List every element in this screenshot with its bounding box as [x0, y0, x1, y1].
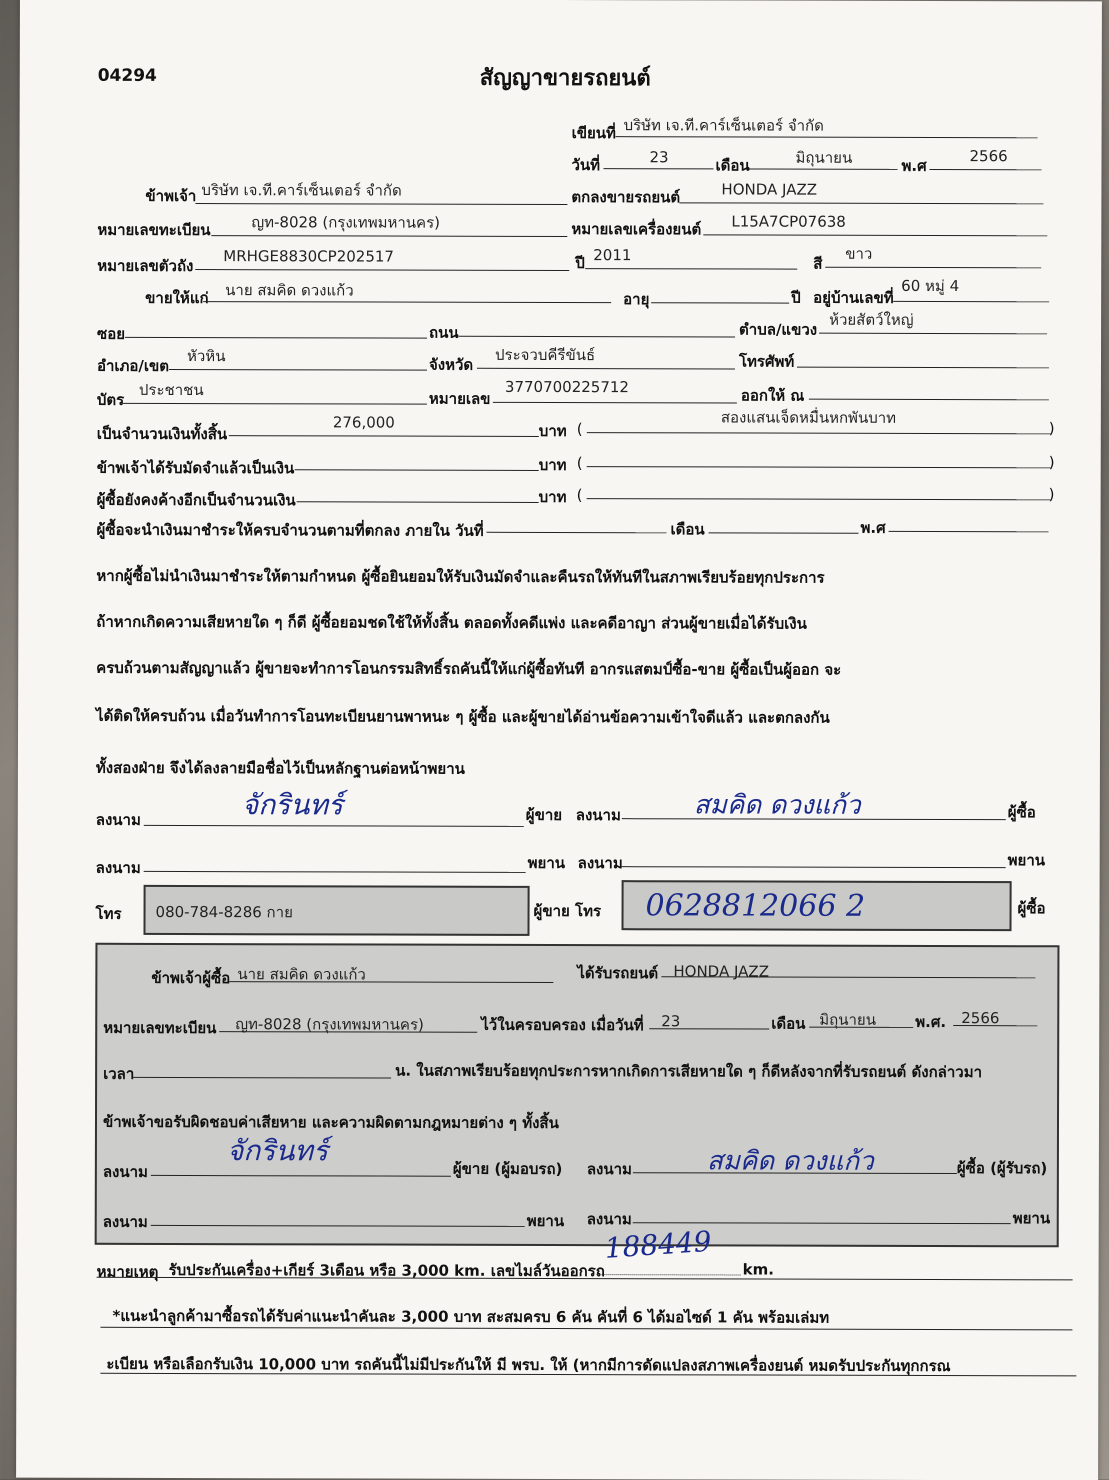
underline	[100, 1327, 1072, 1331]
receipt-month-label: เดือน	[771, 1014, 806, 1033]
document-number: 04294	[97, 65, 157, 86]
paren-close: )	[1048, 485, 1055, 504]
age-label: อายุ	[623, 290, 650, 309]
sign-label: ลงนาม	[95, 858, 141, 877]
underline	[603, 168, 713, 169]
receipt-buyer-signature: สมคิด ดวงแก้ว	[706, 1146, 874, 1177]
seller-phone: 080-784-8286 กาย	[155, 902, 293, 922]
page-title: สัญญาขายรถยนต์	[479, 65, 651, 92]
day-label: วันที่	[571, 156, 601, 175]
sign-label: ลงนาม	[95, 810, 141, 829]
buyer-role: ผู้ซื้อ	[1017, 899, 1046, 918]
district-label: อำเภอ/เขต	[96, 356, 170, 375]
year-value: 2566	[969, 147, 1008, 166]
seller-label: ข้าพเจ้า	[145, 186, 197, 206]
seller-tel-label: ผู้ขาย โทร	[533, 901, 602, 921]
underline	[195, 203, 567, 205]
paren-open: (	[576, 454, 583, 473]
paren-open: (	[576, 420, 583, 439]
receipt-seller-signature: จักรินทร์	[226, 1134, 329, 1168]
underline	[749, 168, 897, 169]
card-label: บัตร	[96, 390, 125, 409]
receipt-buyer-name: นาย สมคิด ดวงแก้ว	[237, 965, 366, 984]
receipt-buyer-label: ข้าพเจ้าผู้ซื้อ	[151, 968, 231, 988]
buyer-signature: สมคิด ดวงแก้ว	[693, 790, 861, 821]
terms-line: ทั้งสองฝ่าย จึงได้ลงลายมือชื่อไว้เป็นหลักฐานต่อหน้าพยาน	[95, 758, 465, 778]
phone-label: โทรศัพท์	[738, 352, 795, 371]
car-year-value: 2011	[593, 246, 632, 265]
underline	[477, 368, 735, 370]
underline	[195, 269, 569, 271]
underline	[587, 466, 1051, 468]
receipt-day: 23	[661, 1012, 681, 1031]
underline	[587, 498, 1051, 500]
underline	[493, 402, 737, 404]
sign-label: ลงนาม	[586, 1160, 632, 1179]
receipt-month: มิถุนายน	[819, 1010, 876, 1029]
province-value: ประจวบคีรีขันธ์	[494, 345, 596, 365]
baht-label: บาท	[538, 421, 567, 441]
paren-close: )	[1048, 453, 1055, 472]
baht-label: บาท	[538, 487, 567, 507]
baht-label: บาท	[538, 455, 567, 475]
sign-label: ลงนาม	[575, 806, 621, 825]
underline	[211, 235, 567, 237]
time-label: เวลา	[103, 1064, 135, 1083]
written-at-value: บริษัท เจ.ที.คาร์เซ็นเตอร์ จำกัด	[623, 116, 824, 135]
day-value: 23	[649, 148, 669, 167]
color-label: สี	[813, 254, 823, 273]
subdistrict-label: ตำบล/แขวง	[739, 320, 818, 339]
deposit-label: ข้าพเจ้าได้รับมัดจำแล้วเป็นเงิน	[96, 458, 295, 478]
road-label: ถนน	[429, 323, 459, 342]
district-value: หัวหิน	[186, 347, 226, 366]
buyer-phone: 0628812066 2	[645, 888, 866, 924]
total-value: 276,000	[332, 413, 395, 432]
sell-to-label: ขายให้แก่	[145, 288, 209, 308]
chassis-label: หมายเลขตัวถัง	[97, 256, 194, 276]
due-year-label: พ.ศ	[860, 518, 886, 537]
underline	[295, 469, 539, 471]
years-label: ปี	[791, 288, 801, 307]
terms-line: ได้ติดให้ครบถ้วน เมื่อวันทำการโอนทะเบียนยานพาหนะ ๆ ผู้ซื้อ และผู้ขายได้อ่านข้อความเข้าใจดีแล้ว และตกลงกัน	[96, 706, 830, 727]
receipt-seller-role: ผู้ขาย (ผู้มอบรถ)	[452, 1159, 563, 1179]
written-at-label: เขียนที่	[571, 124, 616, 143]
receipt-section	[95, 943, 1060, 1248]
note-label: หมายเหตุ	[96, 1262, 159, 1281]
underline	[229, 435, 539, 437]
issued-label: ออกให้ ณ	[740, 386, 805, 405]
address-value: 60 หมู่ 4	[901, 276, 960, 296]
underline	[819, 333, 1047, 335]
receipt-car: HONDA JAZZ	[673, 962, 770, 981]
witness-role: พยาน	[527, 853, 566, 873]
soi-label: ซอย	[97, 324, 126, 343]
underline	[616, 136, 1038, 138]
agree-label: ตกลงขายรถยนต์	[571, 188, 681, 207]
note-line-3: ะเบียน หรือเลือกรับเงิน 10,000 บาท รถคันนี้ไม่มีประกันให้ มี พรบ. ให้ (หากมีการดัดแปลงสภาพเครื่องยนต์ หมดรับประกันทุกกรณ	[106, 1354, 951, 1376]
underline	[651, 302, 789, 303]
sign-label: ลงนาม	[102, 1212, 148, 1231]
terms-line: หากผู้ซื้อไม่นำเงินมาชำระให้ตามกำหนด ผู้ซื้อยินยอมให้รับเงินมัดจำและคืนรถให้ทันทีในสภาพเรียบร้อยทุกประการ	[96, 566, 825, 587]
mileage-value: 188449	[603, 1224, 713, 1265]
contract-paper	[16, 0, 1102, 1480]
signature-line	[622, 866, 1006, 868]
total-words: สองแสนเจ็ดหมื่นหกพันบาท	[720, 408, 897, 427]
paren-open: (	[576, 486, 583, 505]
due-month-label: เดือน	[670, 520, 705, 539]
sign-label: ลงนาม	[577, 854, 623, 873]
subdistrict-value: ห้วยสัตว์ใหญ่	[829, 310, 914, 329]
underline	[929, 169, 1041, 170]
received-label: ได้รับรถยนต์	[577, 964, 659, 983]
underline	[487, 532, 667, 533]
underline	[125, 337, 427, 339]
receipt-year: 2566	[961, 1009, 1000, 1028]
possess-label: ไว้ในครอบครอง เมื่อวันที่	[481, 1015, 644, 1035]
card-value: ประชาชน	[138, 380, 204, 400]
underline	[169, 369, 427, 371]
time-text: น. ในสภาพเรียบร้อยทุกประการหากเกิดการเสียหายใด ๆ ก็ดีหลังจากที่รับรถยนต์ ดังกล่าวมา	[395, 1061, 983, 1082]
buyer-name: นาย สมคิด ดวงแก้ว	[225, 281, 354, 300]
engine-value: L15A7CP07638	[731, 212, 846, 231]
car-model: HONDA JAZZ	[721, 180, 818, 199]
chassis-value: MRHGE8830CP202517	[223, 247, 394, 266]
underline	[797, 367, 1049, 369]
underline	[459, 336, 735, 338]
underline	[587, 432, 1051, 434]
note-line-2: *แนะนำลูกค้ามาซื้อรถได้รับค่าแนะนำคันละ 3,000 บาท สะสมครบ 6 คัน คันที่ 6 ได้มอไซด์ 1 คัน พร้อมเล่มท	[112, 1306, 830, 1327]
remaining-label: ผู้ซื้อยังคงค้างอีกเป็นจำนวนเงิน	[96, 490, 296, 510]
phone-label: โทร	[95, 904, 122, 923]
underline	[703, 234, 1047, 236]
underline	[889, 531, 1049, 532]
terms-line: ครบถ้วนตามสัญญาแล้ว ผู้ขายจะทำการโอนกรรมสิทธิ์รถคันนี้ให้แก่ผู้ซื้อทันที อากรแสตมป์ซื้อ-ขาย ผู้ซื้อเป็นผู้ออก จะ	[96, 658, 842, 679]
receipt-year-label: พ.ศ.	[915, 1012, 947, 1032]
due-label: ผู้ซื้อจะนำเงินมาชำระให้ครบจำนวนตามที่ตกลง ภายใน วันที่	[96, 520, 484, 540]
buyer-role: ผู้ซื้อ	[1007, 803, 1036, 822]
responsibility-text: ข้าพเจ้าขอรับผิดชอบค่าเสียหาย และความผิดตามกฎหมายต่าง ๆ ทั้งสิ้น	[102, 1112, 559, 1133]
underline	[123, 403, 427, 405]
province-label: จังหวัด	[428, 355, 474, 374]
underline	[679, 202, 1043, 204]
color-value: ขาว	[845, 244, 873, 263]
underline	[203, 301, 611, 303]
signature-line	[144, 871, 526, 873]
id-value: 3770700225712	[504, 377, 630, 397]
year-label: พ.ศ	[901, 156, 927, 175]
underline	[585, 268, 797, 270]
underline	[825, 267, 1041, 269]
car-year-label: ปี	[575, 254, 585, 273]
witness-role: พยาน	[1007, 851, 1046, 870]
note-text: รับประกันเครื่อง+เกียร์ 3เดือน หรือ 3,000 km. เลขไมล์วันออกรถ	[168, 1260, 605, 1281]
underline	[297, 501, 539, 503]
reg-value: ญท-8028 (กรุงเทพมหานคร)	[251, 213, 441, 232]
total-label: เป็นจำนวนเงินทั้งสิ้น	[96, 424, 228, 444]
month-label: เดือน	[715, 156, 750, 175]
receipt-reg-label: หมายเลขทะเบียน	[103, 1018, 217, 1038]
terms-line: ถ้าหากเกิดความเสียหายใด ๆ ก็ดี ผู้ซื้อยอมชดใช้ให้ทั้งสิ้น ตลอดทั้งคดีแพ่ง และคดีอาญา ส่วนผู้ขายเมื่อได้รับเงิน	[96, 612, 807, 633]
receipt-reg: ญท-8028 (กรุงเทพมหานคร)	[235, 1015, 424, 1034]
id-label: หมายเลข	[428, 389, 491, 408]
seller-signature: จักรินทร์	[241, 788, 343, 822]
seller-name: บริษัท เจ.ที.คาร์เซ็นเตอร์ จำกัด	[201, 181, 402, 200]
sign-label: ลงนาม	[586, 1210, 632, 1229]
witness-role: พยาน	[526, 1211, 565, 1231]
reg-label: หมายเลขทะเบียน	[97, 220, 211, 240]
underline	[709, 532, 859, 533]
witness-role: พยาน	[1012, 1209, 1051, 1228]
sign-label: ลงนาม	[102, 1162, 148, 1181]
address-label: อยู่บ้านเลขที่	[813, 288, 894, 307]
mileage-line	[597, 1274, 741, 1275]
underline	[809, 399, 1049, 401]
seller-role: ผู้ขาย	[525, 805, 563, 825]
engine-label: หมายเลขเครื่องยนต์	[571, 220, 702, 239]
receipt-buyer-role: ผู้ซื้อ (ผู้รับรถ)	[956, 1159, 1048, 1178]
mileage-unit: km.	[742, 1260, 774, 1279]
paren-close: )	[1048, 419, 1055, 438]
underline	[893, 301, 1049, 302]
month-value: มิถุนายน	[795, 148, 853, 167]
